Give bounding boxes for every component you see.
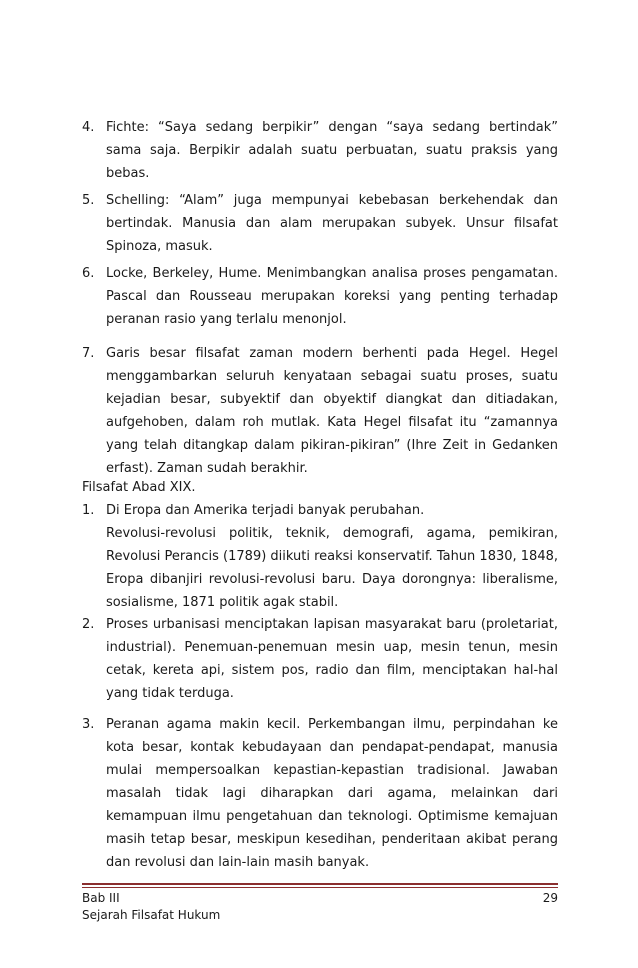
list-text: Schelling: “Alam” juga mempunyai kebebasan berkehendak dan bertindak. Manusia dan alam merupakan subyek. Unsur filsafat Spinoza, masuk.	[106, 193, 558, 254]
list-number: 1.	[82, 503, 95, 518]
list-number: 6.	[82, 266, 95, 281]
list-text: Peranan agama makin kecil. Perkembangan ilmu, perpindahan ke kota besar, kontak kebudayaan dan pendapat-pendapat, manusia mulai mempersoalkan kepastian-kepastian tradisional. Jawaban masalah tidak lagi diharapkan dari agama, melainkan dari kemampuan ilmu pengetahuan dan teknologi. Optimisme kemajuan masih tetap besar, meskipun kesedihan, penderitaan akibat perang dan revolusi dan lain-lain masih banyak.	[106, 717, 558, 870]
list-text: Garis besar filsafat zaman modern berhenti pada Hegel. Hegel menggambarkan seluruh kenyataan sebagai suatu proses, suatu kejadian besar, subyektif dan obyektif diangkat dan ditiadakan, aufgehoben, dalam roh mutlak. Kata Hegel filsafat itu “zamannya yang telah ditangkap dalam pikiran-pikiran” (Ihre Zeit in Gedanken erfast). Zaman sudah berakhir.	[106, 346, 558, 476]
list-item	[82, 499, 558, 614]
footer-book-title: Sejarah Filsafat Hukum	[82, 908, 221, 922]
footer-rule	[82, 883, 558, 885]
list-item	[82, 189, 558, 258]
page-number: 29	[542, 891, 558, 905]
list-text: Di Eropa dan Amerika terjadi banyak perubahan.	[106, 503, 425, 518]
footer-rule-thin	[82, 887, 558, 888]
list-text-continued: Revolusi-revolusi politik, teknik, demografi, agama, pemikiran, Revolusi Perancis (1789) diikuti reaksi konservatif. Tahun 1830, 1848, Eropa dibanjiri revolusi-revolusi baru. Daya dorongnya: liberalisme, sosialisme, 1871 politik agak stabil.	[106, 526, 558, 610]
list-text: Locke, Berkeley, Hume. Menimbangkan analisa proses pengamatan. Pascal dan Rousseau merupakan koreksi yang penting terhadap peranan rasio yang terlalu menonjol.	[106, 266, 558, 327]
list-number: 5.	[82, 193, 95, 208]
list-number: 2.	[82, 617, 95, 632]
list-number: 4.	[82, 120, 95, 135]
footer-chapter: Bab III	[82, 891, 120, 905]
list-item	[82, 613, 558, 705]
list-item	[82, 713, 558, 874]
list-text: Proses urbanisasi menciptakan lapisan masyarakat baru (proletariat, industrial). Penemuan-penemuan mesin uap, mesin tenun, mesin cetak, kereta api, sistem pos, radio dan film, menciptakan hal-hal yang tidak terduga.	[106, 617, 558, 701]
footer-left	[82, 890, 220, 924]
list-text: Fichte: “Saya sedang berpikir” dengan “saya sedang bertindak” sama saja. Berpikir adalah suatu perbuatan, suatu praksis yang bebas.	[106, 120, 558, 181]
list-item	[82, 342, 558, 480]
list-item	[82, 116, 558, 185]
list-number: 7.	[82, 346, 95, 361]
section-heading: Filsafat Abad XIX.	[82, 480, 196, 495]
list-number: 3.	[82, 717, 95, 732]
list-item	[82, 262, 558, 331]
